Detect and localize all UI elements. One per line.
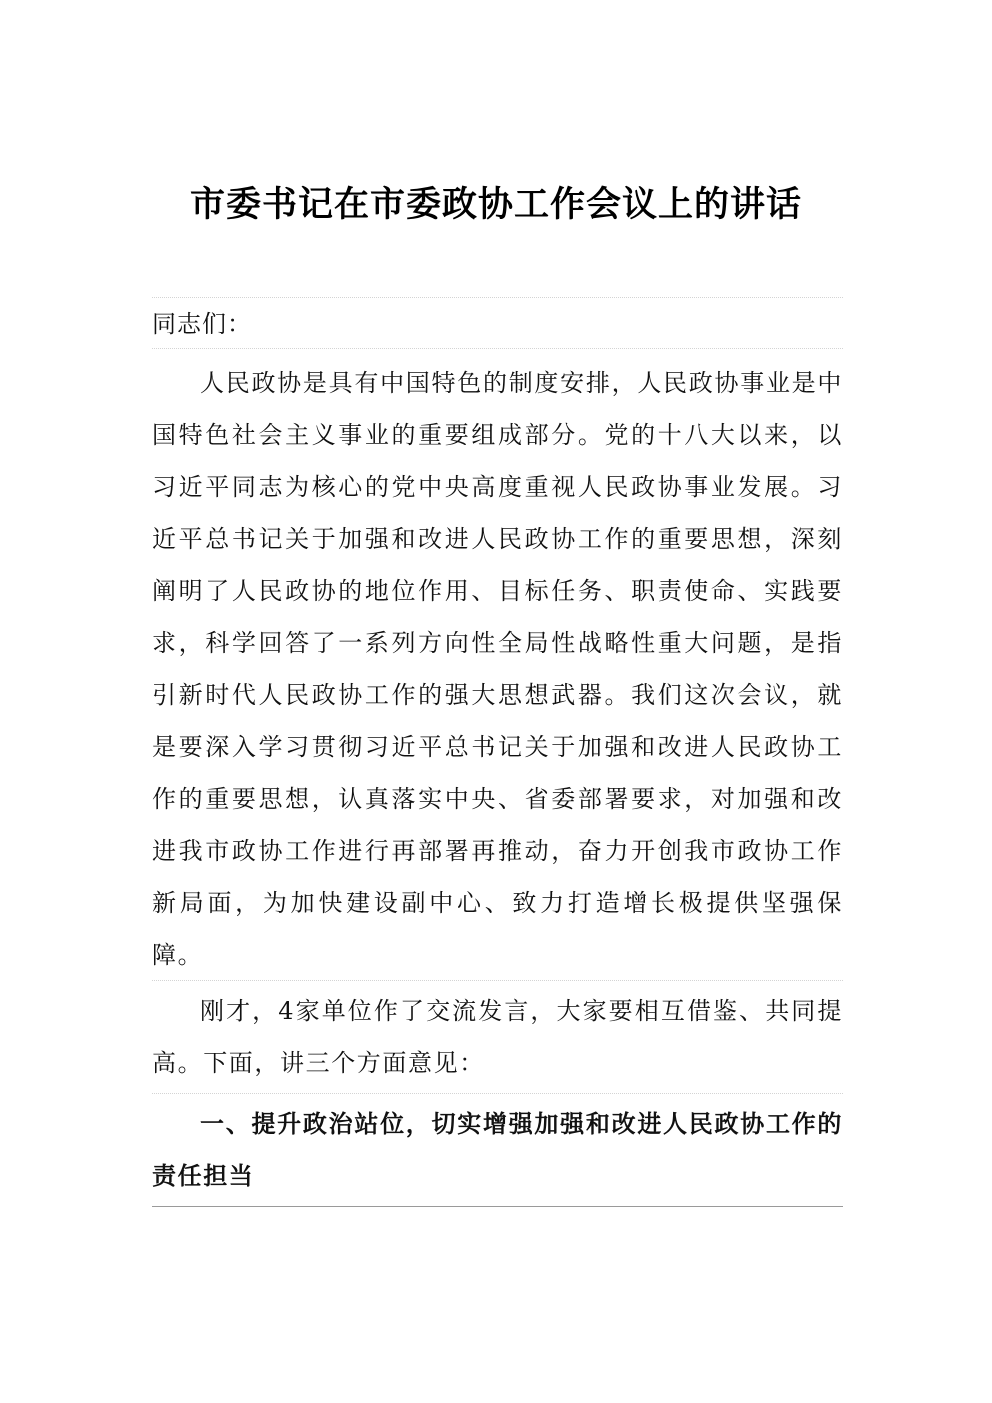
section-heading-block [152, 1093, 843, 1207]
body-paragraph: 刚才，4家单位作了交流发言，大家要相互借鉴、共同提高。下面，讲三个方面意见： [152, 997, 843, 1077]
document-title: 市委书记在市委政协工作会议上的讲话 [189, 184, 802, 226]
paragraph-block [152, 348, 843, 979]
body-paragraph: 人民政协是具有中国特色的制度安排，人民政协事业是中国特色社会主义事业的重要组成部分。党的十八大以来，以习近平同志为核心的党中央高度重视人民政协事业发展。习近平总书记关于加强和改进人民政协工作的重要思想，深刻阐明了人民政协的地位作用、目标任务、职责使命、实践要求，科学回答了一系列方向性全局性战略性重大问题，是指引新时代人民政协工作的强大思想武器。我们这次会议，就是要深入学习贯彻习近平总书记关于加强和改进人民政协工作的重要思想，认真落实中央、省委部署要求，对加强和改进我市政协工作进行再部署再推动，奋力开创我市政协工作新局面，为加快建设副中心、致力打造增长极提供坚强保障。 [152, 369, 843, 969]
salutation-block [152, 297, 843, 349]
section-heading: 一、提升政治站位，切实增强加强和改进人民政协工作的责任担当 [152, 1109, 843, 1190]
paragraph-block [152, 980, 843, 1093]
salutation-text: 同志们： [152, 310, 252, 338]
